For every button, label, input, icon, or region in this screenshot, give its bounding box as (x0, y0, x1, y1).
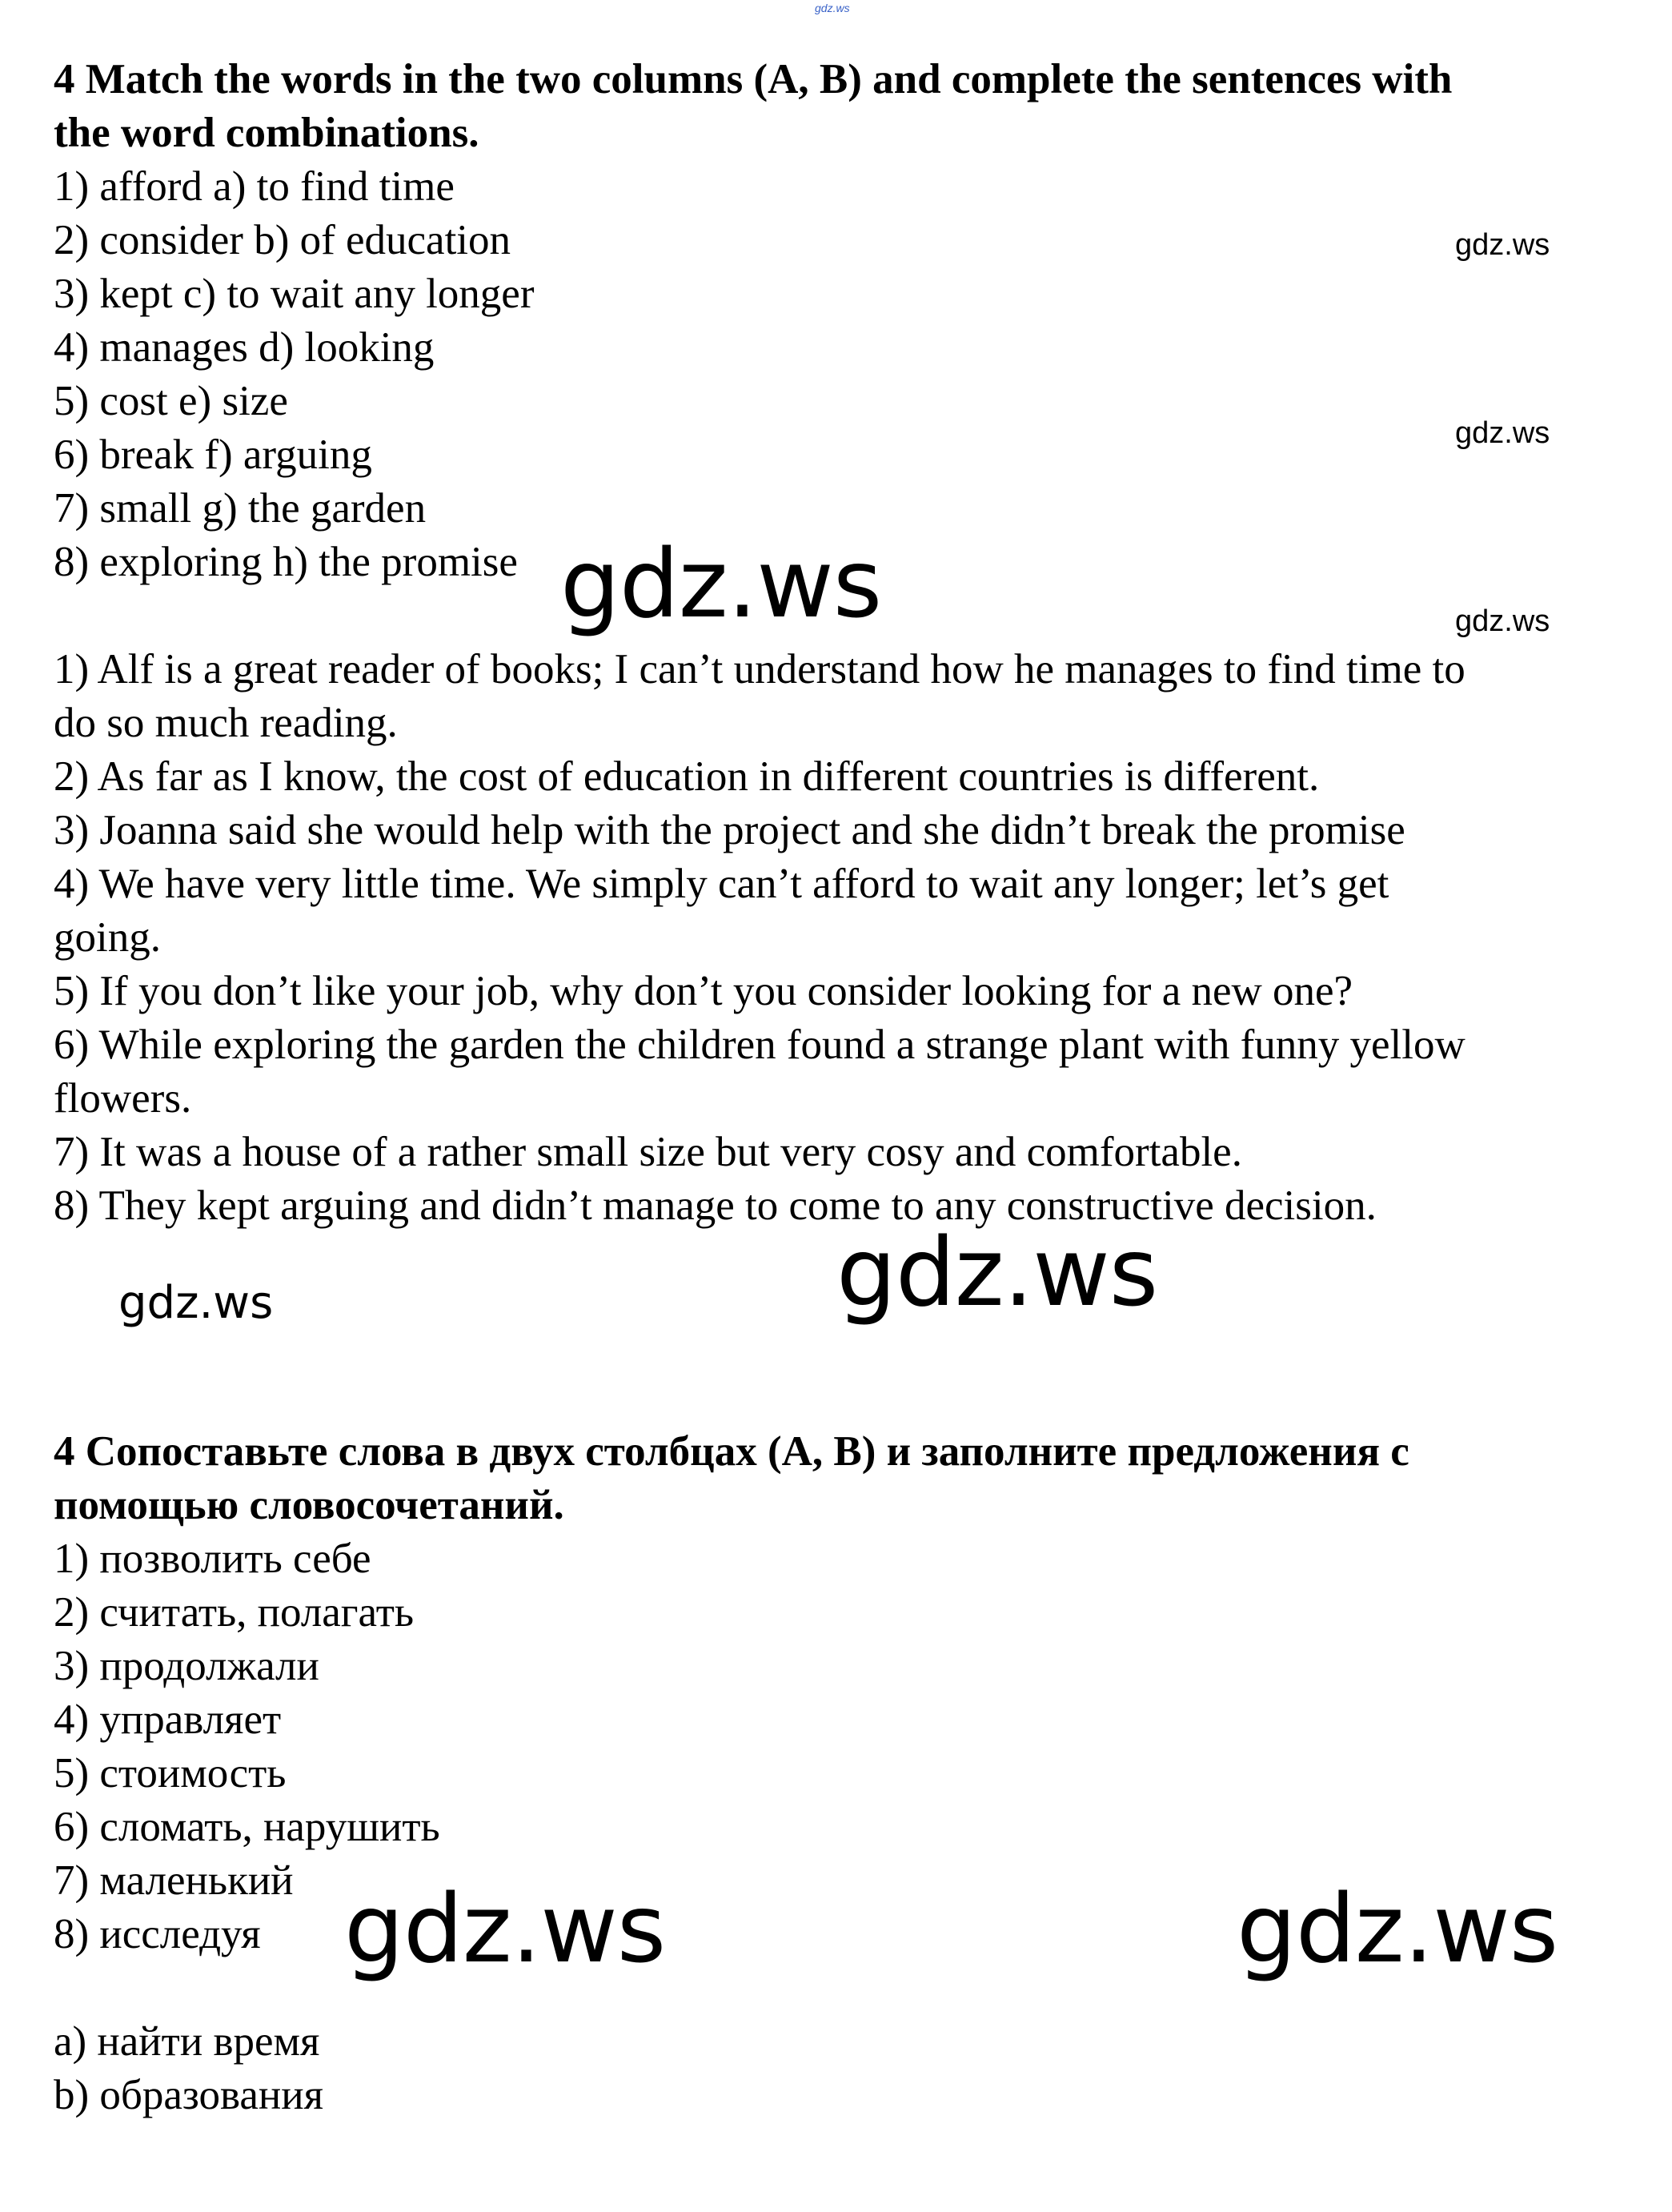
watermark-large: gdz.ws (836, 1217, 1158, 1327)
exercise-heading-en-line-2: the word combinations. (54, 110, 479, 156)
top-watermark: gdz.ws (815, 2, 850, 14)
answer-line: 5) If you don’t like your job, why don’t you consider looking for a new one? (54, 968, 1353, 1014)
translation-item: 3) продолжали (54, 1643, 319, 1689)
answer-line: 2) As far as I know, the cost of education in different countries is different. (54, 753, 1320, 800)
answer-line: flowers. (54, 1075, 192, 1122)
pair-item: 7) small g) the garden (54, 485, 427, 532)
exercise-heading-en-line-1: 4 Match the words in the two columns (A, B) and complete the sentences with (54, 56, 1453, 102)
watermark-small: gdz.ws (1455, 604, 1550, 638)
translation-item: b) образования (54, 2072, 323, 2118)
answer-line: 3) Joanna said she would help with the project and she didn’t break the promise (54, 807, 1405, 853)
pair-item: 4) manages d) looking (54, 324, 435, 371)
watermark-large: gdz.ws (344, 1873, 666, 1984)
pair-item: 1) afford a) to find time (54, 163, 455, 210)
exercise-heading-ru-line-2: помощью словосочетаний. (54, 1482, 564, 1528)
answer-line: 6) While exploring the garden the children found a strange plant with funny yellow (54, 1022, 1466, 1068)
watermark-small: gdz.ws (1455, 416, 1550, 450)
pair-item: 6) break f) arguing (54, 432, 372, 478)
answer-line: do so much reading. (54, 700, 398, 746)
pair-item: 5) cost e) size (54, 378, 288, 424)
translation-item: 2) считать, полагать (54, 1589, 415, 1636)
answer-line: 4) We have very little time. We simply can’t afford to wait any longer; let’s get (54, 861, 1389, 907)
watermark-large: gdz.ws (1237, 1873, 1558, 1984)
translation-item: 7) маленький (54, 1857, 294, 1904)
translation-item: 5) стоимость (54, 1750, 287, 1796)
answer-line: going. (54, 914, 161, 961)
answer-line: 1) Alf is a great reader of books; I can’t understand how he manages to find time to (54, 646, 1466, 693)
answer-line: 7) It was a house of a rather small size but very cosy and comfortable. (54, 1129, 1242, 1175)
translation-item: 8) исследуя (54, 1911, 261, 1957)
answer-line: 8) They kept arguing and didn’t manage to come to any constructive decision. (54, 1182, 1377, 1229)
watermark-small: gdz.ws (1455, 228, 1550, 262)
exercise-heading-ru-line-1: 4 Сопоставьте слова в двух столбцах (A, B) и заполните предложения с (54, 1428, 1409, 1475)
translation-item: a) найти время (54, 2018, 320, 2065)
pair-item: 8) exploring h) the promise (54, 539, 518, 585)
translation-item: 6) сломать, нарушить (54, 1804, 440, 1850)
watermark-medium: gdz.ws (118, 1277, 274, 1329)
translation-item: 4) управляет (54, 1696, 282, 1743)
translation-item: 1) позволить себе (54, 1536, 371, 1582)
pair-item: 2) consider b) of education (54, 217, 511, 263)
pair-item: 3) kept c) to wait any longer (54, 271, 535, 317)
watermark-large: gdz.ws (560, 528, 882, 639)
